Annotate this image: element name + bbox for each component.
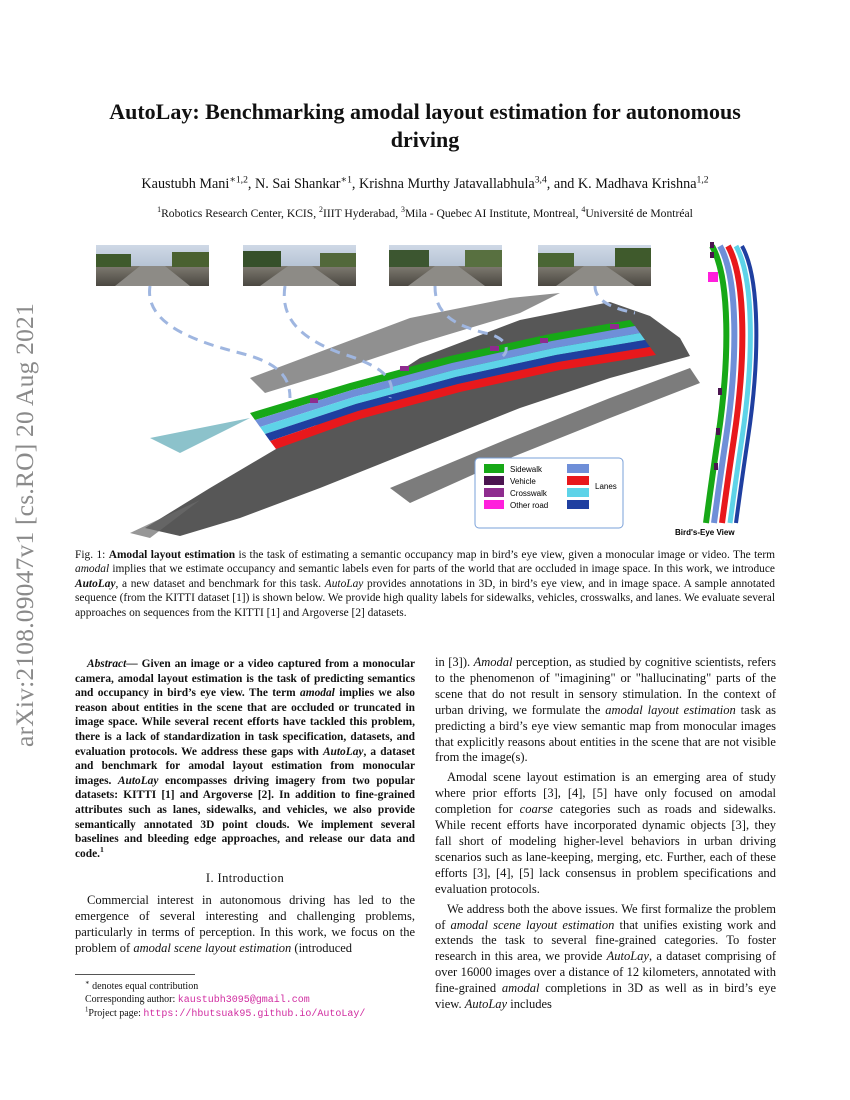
abstract-label: Abstract: [87, 658, 127, 670]
legend-label-sidewalk: Sidewalk: [510, 465, 543, 474]
legend-label-vehicle: Vehicle: [510, 477, 536, 486]
intro-paragraph-2: [435, 770, 776, 897]
caption-text: , a new dataset and benchmark for this task.: [115, 577, 325, 590]
affil-sup: 3: [401, 205, 405, 215]
intro-paragraph-3: [435, 902, 776, 1013]
legend-swatch-lane-2: [567, 476, 589, 485]
intro-italic: coarse: [519, 802, 553, 817]
section-heading-intro: I. Introduction: [205, 871, 285, 886]
footnote-text: Project page:: [88, 1008, 144, 1019]
legend-swatch-lane-3: [567, 488, 589, 497]
abstract-italic: AutoLay: [322, 745, 364, 758]
intro-text: in [3]).: [435, 655, 474, 669]
left-column: [75, 657, 415, 961]
affil-text: Université de Montréal: [585, 207, 693, 220]
caption-italic: AutoLay: [324, 577, 364, 590]
bev-label: Bird's-Eye View: [675, 528, 735, 537]
intro-italic: AutoLay: [606, 949, 649, 964]
intro-text: , a dataset comprising of over 16000 images over a distance of 12 kilometers, annotated with fine-grained: [435, 949, 776, 996]
intro-text: Commercial interest in autonomous driving has led to the emergence of several interesting and challenging problems, particularly in terms of perception. In this work, we focus on the problem of: [75, 893, 415, 955]
abstract-text: implies we also reason about entities in the scene that are occluded or truncated in image space. While several recent efforts have tackled this problem, there is a lack of standardization in task specification, datasets, and evaluation protocols. We address these gaps with: [75, 687, 415, 758]
intro-italic: amodal layout estimation: [605, 702, 736, 717]
author-affil-sup: ∗1,2: [229, 174, 248, 186]
abstract-text: — Given an image or a video captured from a monocular camera, amodal layout estimation is the task of predicting semantics and occupancy in bird’s eye view. The term: [75, 658, 415, 700]
author-name: , N. Sai Shankar: [247, 176, 341, 192]
affil-text: Robotics Research Center, KCIS,: [161, 207, 320, 220]
author-name: , Krishna Murthy Jatavallabhula: [351, 176, 535, 192]
affil-sup: 2: [319, 205, 323, 215]
footnotes: [85, 980, 425, 1021]
footnote-text: denotes equal contribution: [89, 981, 199, 992]
camera-frame-2: [243, 245, 356, 286]
intro-text: Amodal scene layout estimation is an emerging area of study where prior efforts [3], [4], [5] have only focused on amodal completion for: [435, 770, 776, 817]
footnote-project-page: [85, 1007, 425, 1021]
abstract-italic: AutoLay: [117, 774, 159, 787]
intro-italic: AutoLay: [464, 997, 508, 1012]
bev-map: [675, 242, 756, 537]
intro-text: that unifies existing work and extends the task to several fine-grained categories. To foster research in this area, we provide: [435, 917, 776, 964]
intro-text: categories such as roads and sidewalks. While recent efforts have incorporated dynamic objects [3], they fall short of modeling higher-level behaviors in urban driving scenarios such as lane-keeping, merging, etc. Further, each of these efforts [3], [4], [5] lack consensus in problem specifications and evaluation protocols.: [435, 802, 776, 896]
author-name: , and K. Madhava Krishna: [546, 176, 697, 192]
intro-text: includes: [507, 997, 552, 1012]
camera-frame-3: [389, 245, 502, 286]
intro-italic: Amodal: [473, 655, 513, 669]
legend-swatch-vehicle: [484, 476, 504, 485]
legend-label-other-road: Other road: [510, 501, 549, 510]
caption-text: implies that we estimate occupancy and semantic labels even for parts of the world that are occluded in image space. In this work, we introduce: [109, 563, 775, 576]
intro-paragraph-1-cont: [435, 655, 776, 766]
intro-italic: amodal: [501, 981, 540, 996]
author-affil-sup: 3,4: [534, 174, 547, 186]
legend-label-lanes: Lanes: [595, 482, 617, 491]
figure-1-graphic: [90, 238, 780, 540]
footnote-corresponding: [85, 993, 425, 1007]
arxiv-side-label: arXiv:2108.09047v1 [cs.RO] 20 Aug 2021: [10, 303, 39, 747]
affil-text: IIIT Hyderabad,: [322, 207, 401, 220]
right-column: [435, 655, 776, 1017]
abstract-text: encompasses driving imagery from two popular datasets: KITTI [1] and Argoverse [2]. In addition to fine-grained attributes such as lanes, sidewalks, and vehicles, we also provide semantically annotated 3D point clouds. We implement several baselines and bleeding edge approaches, and release our data and code.: [75, 774, 415, 860]
affil-text: Mila - Quebec AI Institute, Montreal,: [404, 207, 582, 220]
camera-frame-4: [538, 245, 651, 286]
affiliations: [80, 207, 770, 220]
caption-italic: amodal: [75, 563, 110, 576]
abstract: [75, 657, 415, 861]
intro-paragraph-1: [75, 893, 415, 957]
footnote-symbol: ∗: [85, 979, 90, 987]
footnote-equal-contribution: [85, 980, 425, 993]
legend-swatch-other-road: [484, 500, 504, 509]
intro-text: completions in 3D as well as in bird’s eye view.: [435, 981, 776, 1012]
figure-1: [90, 238, 780, 540]
abstract-italic: amodal: [300, 687, 335, 700]
footnote-rule: [75, 974, 195, 975]
figure-legend: [475, 458, 623, 528]
author-affil-sup: 1,2: [696, 174, 709, 186]
camera-frame-1: [96, 245, 209, 286]
abstract-text: , a dataset and benchmark for amodal layout estimation from monocular images.: [75, 745, 415, 787]
legend-swatch-lane-1: [567, 464, 589, 473]
author-name: Kaustubh Mani: [141, 176, 230, 192]
legend-label-crosswalk: Crosswalk: [510, 489, 547, 498]
project-page-link[interactable]: https://hbutsuak95.github.io/AutoLay/: [143, 1009, 366, 1020]
intro-text: We address both the above issues. We first formalize the problem of: [435, 901, 776, 932]
caption-label: Fig. 1:: [75, 549, 109, 561]
author-affil-sup: ∗1: [340, 174, 352, 186]
legend-swatch-crosswalk: [484, 488, 504, 497]
caption-text: provides annotations in 3D, in bird’s eye view, and in image space. A sample annotated sequence (from the KITTI dataset [1]) is shown below. We provide high quality labels for sidewalks, vehicles, crosswalks, and lanes. We evaluate several approaches on sequences from the KITTI [1] and Argoverse [2] datasets.: [75, 577, 775, 619]
abstract-footnote-sup: 1: [100, 844, 104, 854]
intro-italic: amodal scene layout estimation: [133, 940, 292, 955]
figure-caption: [75, 548, 775, 620]
intro-italic: amodal scene layout estimation: [450, 917, 615, 932]
caption-bold: Amodal layout estimation: [108, 549, 236, 561]
caption-text: is the task of estimating a semantic occupancy map in bird’s eye view, given a monocular image or video. The term: [235, 549, 775, 561]
footnote-text: Corresponding author:: [85, 994, 178, 1005]
legend-swatch-sidewalk: [484, 464, 504, 473]
affil-sup: 4: [581, 205, 586, 215]
legend-swatch-lane-4: [567, 500, 589, 509]
caption-bold-italic: AutoLay: [75, 577, 116, 590]
intro-text: perception, as studied by cognitive scientists, refers to the phenomenon of "imagining" or "hallucinating" parts of the scene that do not result in sensory stimulation. In the context of urban driving, we formulate the: [435, 655, 776, 717]
intro-text: task as predicting a bird’s eye view semantic map from monocular images that explicitly reasons about entities in the scene that are not visible from the image(s).: [435, 702, 776, 765]
affil-sup: 1: [157, 205, 162, 215]
footnote-symbol: 1: [85, 1006, 89, 1014]
paper-title: AutoLay: Benchmarking amodal layout estimation for autonomous driving: [109, 99, 741, 152]
email-link[interactable]: kaustubh3095@gmail.com: [177, 995, 310, 1006]
author-list: [80, 176, 770, 193]
intro-text: (introduced: [291, 940, 353, 955]
